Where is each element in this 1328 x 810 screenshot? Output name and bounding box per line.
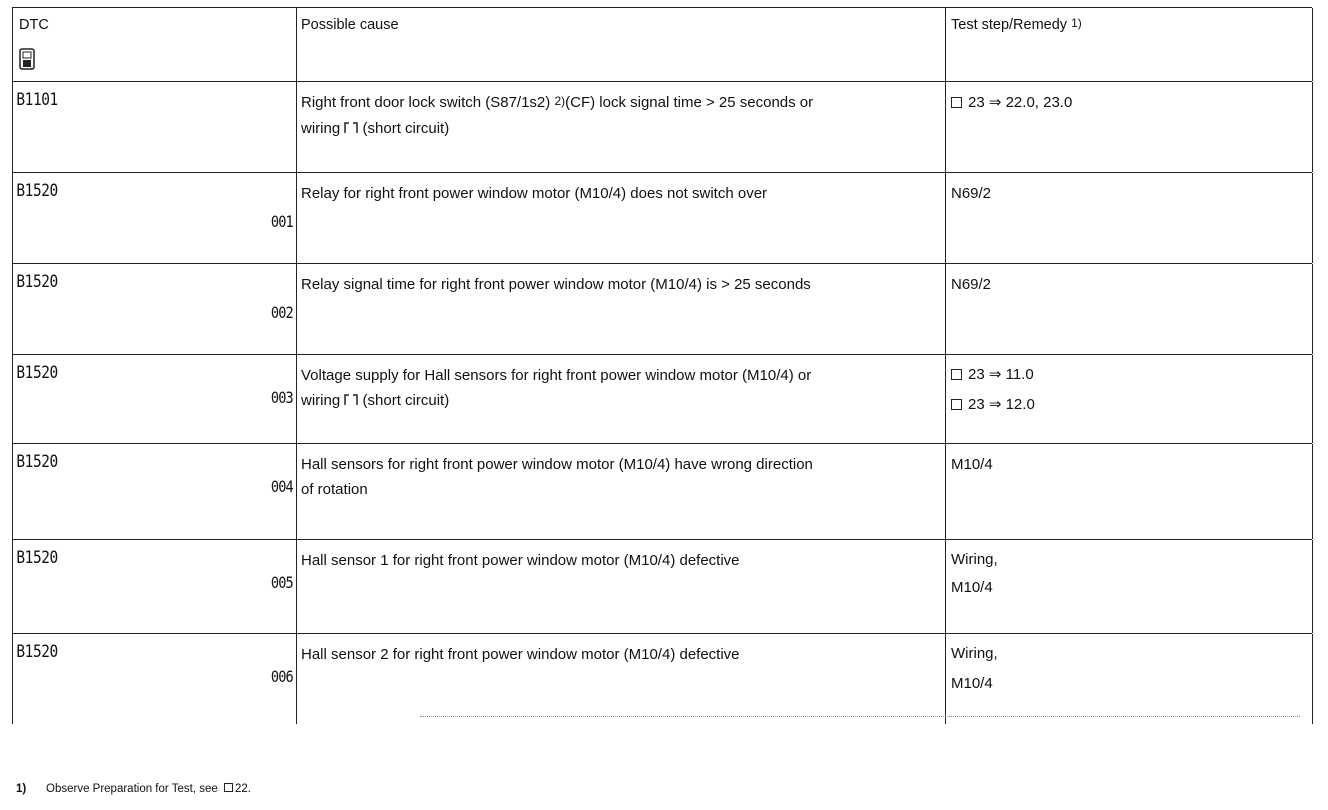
table-row bbox=[12, 81, 1312, 172]
dtc-subcode: 002 bbox=[270, 303, 293, 322]
footnote-number: 1) bbox=[16, 783, 27, 795]
dtc-table bbox=[12, 7, 1312, 724]
possible-cause: Hall sensor 1 for right front power window motor (M10/4) defective bbox=[301, 552, 740, 569]
remedy-link[interactable]: N69/2 bbox=[951, 185, 992, 202]
remedy-link[interactable]: Wiring, bbox=[951, 645, 998, 662]
scan-artifact-divider bbox=[420, 712, 1300, 717]
possible-cause: Voltage supply for Hall sensors for right front power window motor (M10/4) or wiring (short circuit) bbox=[301, 367, 812, 409]
possible-cause: Right front door lock switch (S87/1s2) 2)(CF) lock signal time > 25 seconds or wiring (short circuit) bbox=[301, 94, 814, 137]
remedy-link[interactable]: N69/2 bbox=[951, 276, 992, 293]
possible-cause: Relay for right front power window motor (M10/4) does not switch over bbox=[301, 185, 768, 202]
diagnostic-tester-icon bbox=[19, 48, 35, 70]
dtc-subcode: 006 bbox=[270, 667, 293, 686]
dtc-code: B1520 bbox=[16, 548, 58, 568]
manual-ref-icon bbox=[224, 783, 233, 792]
dtc-code: B1520 bbox=[16, 642, 58, 662]
dtc-code: B1520 bbox=[16, 181, 58, 201]
remedy-link[interactable]: M10/4 bbox=[951, 456, 993, 473]
table-row bbox=[12, 354, 1312, 443]
dtc-code: B1520 bbox=[16, 272, 58, 292]
remedy-link[interactable]: Wiring, bbox=[951, 551, 998, 568]
table-row bbox=[12, 633, 1312, 724]
dtc-code: B1520 bbox=[16, 452, 58, 472]
footnote-text: Observe Preparation for Test, see bbox=[46, 783, 218, 795]
possible-cause: Relay signal time for right front power window motor (M10/4) is > 25 seconds bbox=[301, 276, 811, 293]
dtc-subcode: 001 bbox=[270, 212, 293, 231]
dtc-code: B1520 bbox=[16, 363, 58, 383]
table-header-row bbox=[12, 7, 1312, 81]
remedy-link[interactable]: M10/4 bbox=[951, 579, 993, 596]
remedy-link[interactable]: 23 ⇒ 11.0 bbox=[951, 360, 1312, 390]
footnote bbox=[16, 783, 251, 795]
header-remedy: Test step/Remedy 1) bbox=[951, 16, 1082, 33]
table-row bbox=[12, 539, 1312, 633]
manual-ref-icon bbox=[951, 369, 962, 380]
table-row bbox=[12, 443, 1312, 539]
header-cause: Possible cause bbox=[301, 17, 399, 33]
remedy-link[interactable]: 23 ⇒ 12.0 bbox=[951, 390, 1312, 420]
possible-cause: Hall sensor 2 for right front power window motor (M10/4) defective bbox=[301, 646, 740, 663]
wiring-symbol-icon bbox=[344, 394, 358, 406]
dtc-subcode: 005 bbox=[270, 573, 293, 592]
dtc-subcode: 003 bbox=[270, 388, 293, 407]
dtc-subcode: 004 bbox=[270, 477, 293, 496]
remedy-link[interactable]: M10/4 bbox=[951, 675, 993, 692]
remedy-link[interactable]: 23 ⇒ 22.0, 23.0 bbox=[945, 82, 1312, 115]
header-cause-cell bbox=[295, 8, 946, 81]
header-dtc: DTC bbox=[19, 17, 49, 33]
table-row bbox=[12, 263, 1312, 354]
header-remedy-cell bbox=[945, 8, 1313, 81]
possible-cause: Hall sensors for right front power window motor (M10/4) have wrong direction of rotation bbox=[301, 456, 813, 498]
footnote-ref[interactable]: 22. bbox=[234, 783, 251, 795]
table-row bbox=[12, 172, 1312, 263]
wiring-symbol-icon bbox=[344, 122, 358, 134]
header-dtc-cell bbox=[12, 8, 297, 81]
manual-ref-icon bbox=[951, 399, 962, 410]
manual-ref-icon bbox=[951, 97, 962, 108]
dtc-code: B1101 bbox=[16, 90, 58, 110]
